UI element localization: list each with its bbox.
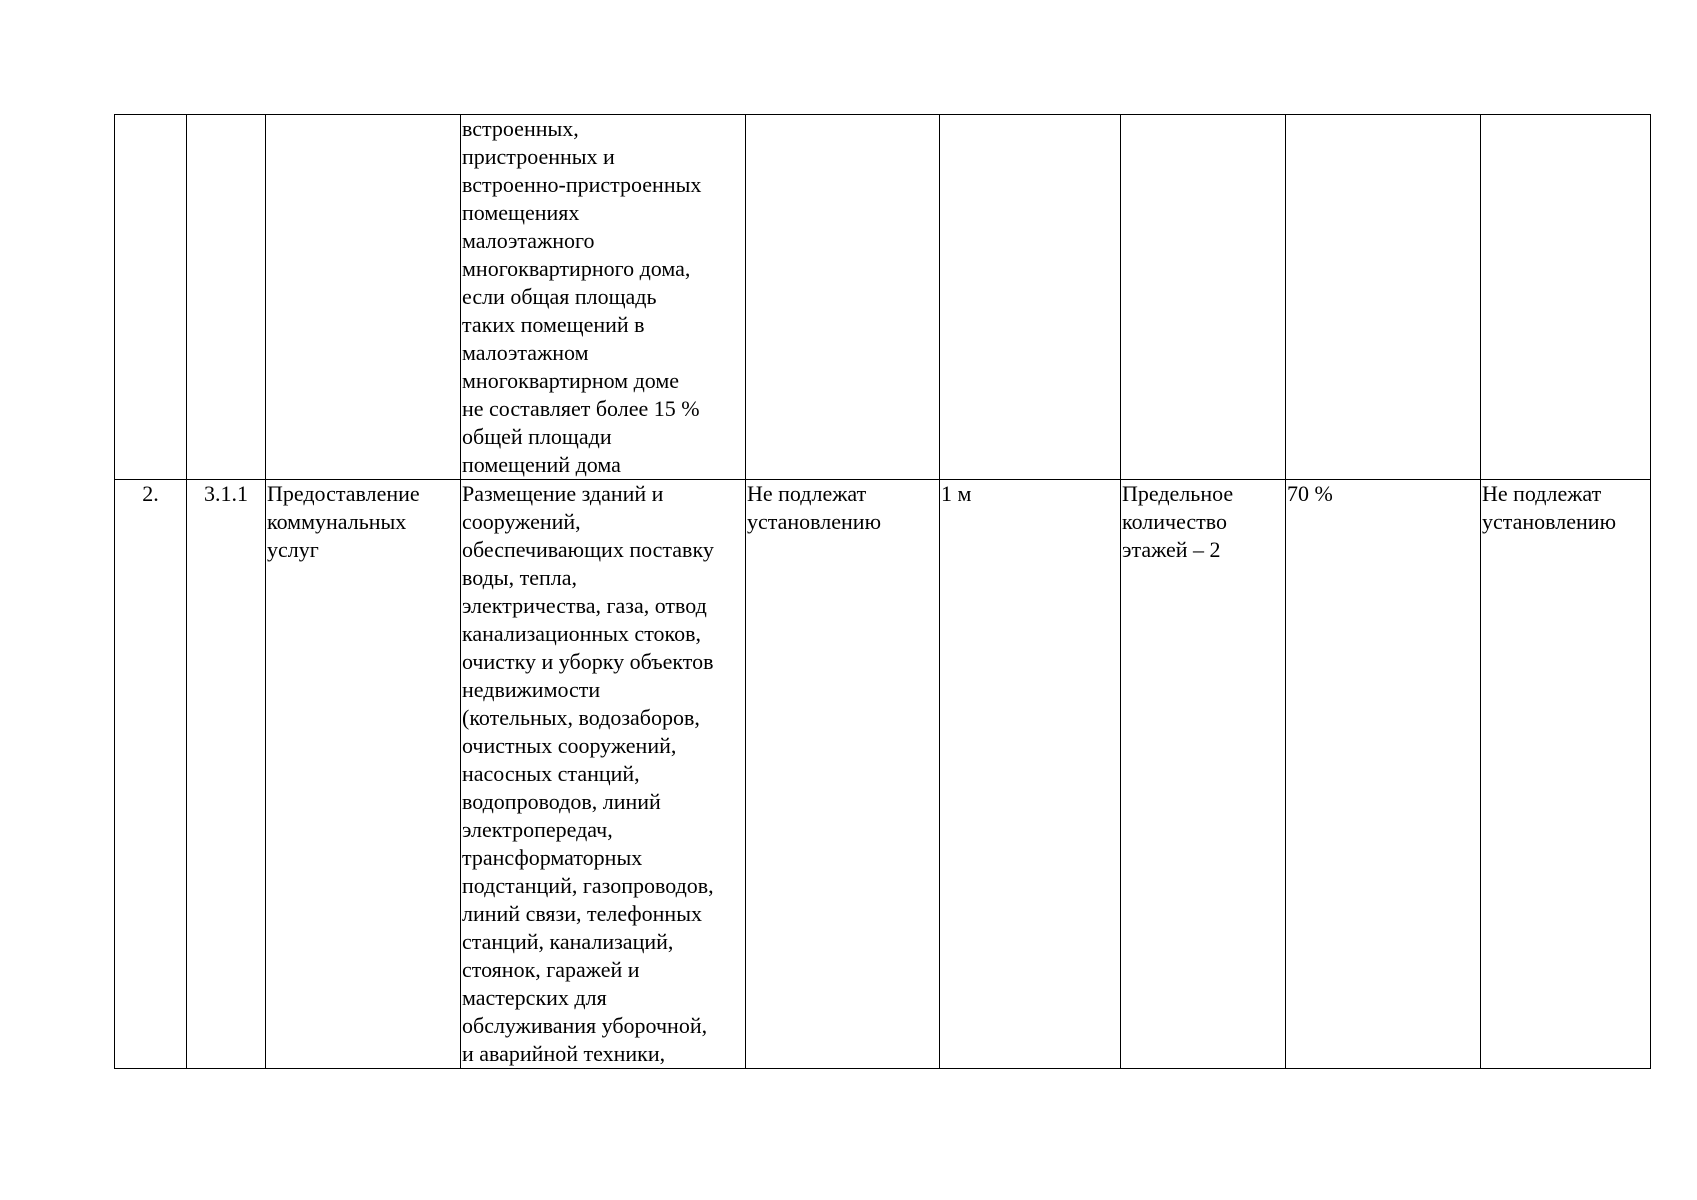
table-row bbox=[115, 480, 1651, 1069]
table-row-continuation bbox=[115, 115, 1651, 480]
cell-description: Размещение зданий и сооружений, обеспечивающих поставку воды, тепла, электричества, газа, отвод канализационных стоков, очистку и уборку объектов недвижимости (котельных, водозаборов, очистных сооружений, насосных станций, водопроводов, линий электропередач, трансформаторных подстанций, газопроводов, линий связи, телефонных станций, канализаций, стоянок, гаражей и мастерских для обслуживания уборочной, и аварийной техники, bbox=[461, 480, 746, 1069]
cell-floors: Предельное количество этажей – 2 bbox=[1121, 480, 1286, 1069]
cell-code bbox=[187, 115, 266, 480]
cell-number: 2. bbox=[115, 480, 187, 1069]
cell-name: Предоставление коммунальных услуг bbox=[266, 480, 461, 1069]
cell-min-indent bbox=[940, 115, 1121, 480]
cell-other bbox=[1481, 115, 1651, 480]
regulations-table bbox=[114, 114, 1651, 1069]
cell-coverage: 70 % bbox=[1286, 480, 1481, 1069]
cell-coverage bbox=[1286, 115, 1481, 480]
cell-other: Не подлежат установлению bbox=[1481, 480, 1651, 1069]
cell-number bbox=[115, 115, 187, 480]
cell-floors bbox=[1121, 115, 1286, 480]
cell-name bbox=[266, 115, 461, 480]
cell-setbacks bbox=[746, 115, 940, 480]
cell-code: 3.1.1 bbox=[187, 480, 266, 1069]
cell-min-indent: 1 м bbox=[940, 480, 1121, 1069]
cell-setbacks: Не подлежат установлению bbox=[746, 480, 940, 1069]
cell-description: встроенных, пристроенных и встроенно-пристроенных помещениях малоэтажного многоквартирного дома, если общая площадь таких помещений в малоэтажном многоквартирном доме не составляет более 15 % общей площади помещений дома bbox=[461, 115, 746, 480]
